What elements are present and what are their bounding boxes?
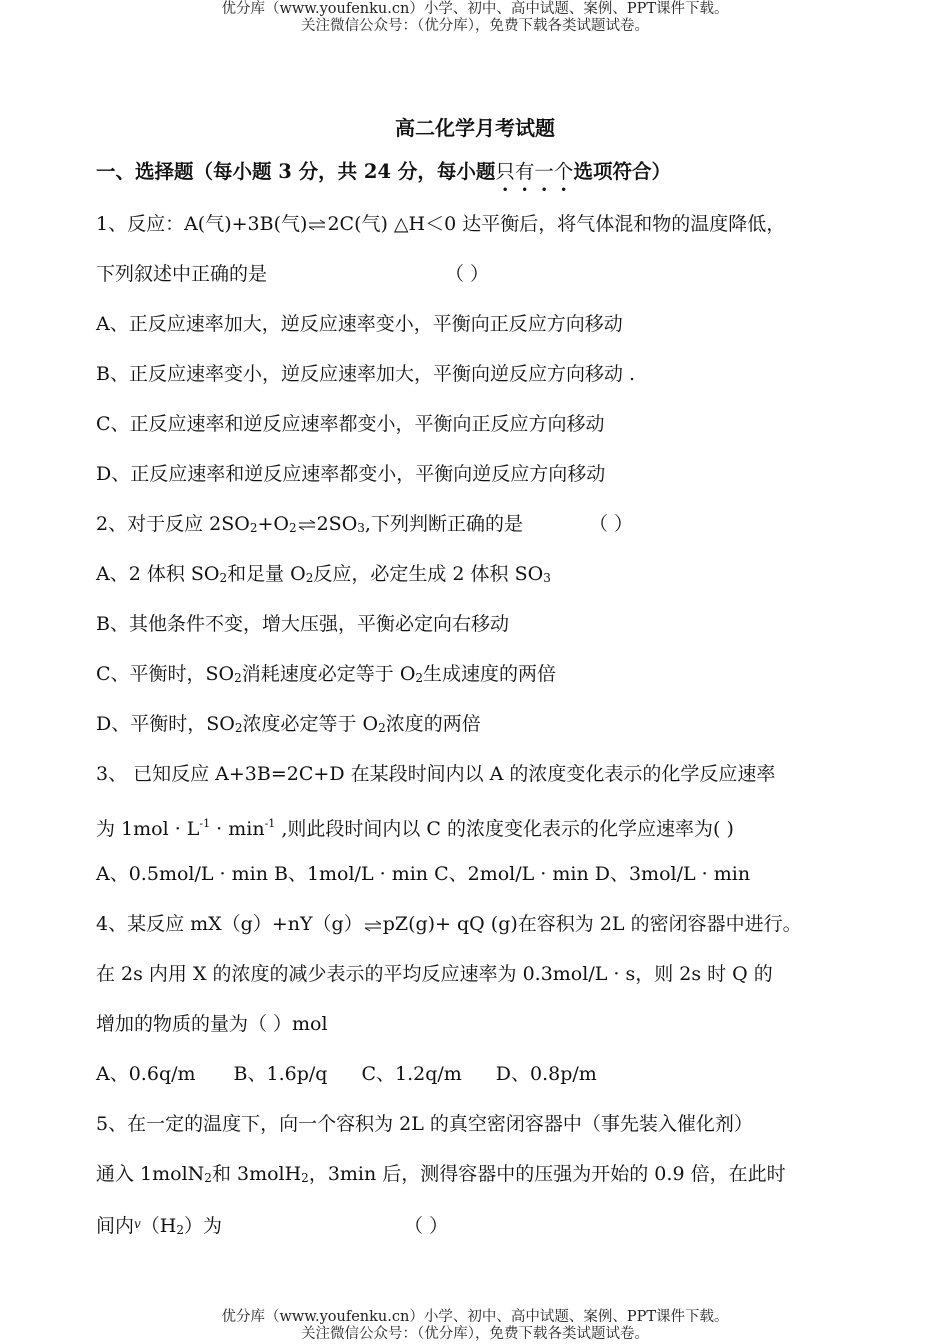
subscript: 2 — [301, 1171, 309, 1185]
q5-stem-part: ）为 — [184, 1215, 223, 1237]
q1-stem-part: 下列叙述中正确的是 — [96, 263, 268, 285]
section-heading — [96, 160, 866, 184]
q2-option-text: 和足量 O — [227, 563, 306, 585]
subscript: 2 — [204, 1171, 212, 1185]
q3-stem-cont — [96, 812, 866, 841]
subscript: 2 — [219, 571, 228, 585]
q4-stem-cont: 在 2s 内用 X 的浓度的减少表示的平均反应速率为 0.3mol/L · s，则 2s 时 Q 的 — [96, 963, 773, 985]
page-title: 高二化学月考试题 — [395, 116, 555, 140]
equilibrium-arrow-icon — [308, 218, 326, 232]
q4-stem-part: 4、某反应 mX（g）+nY（g） — [96, 913, 363, 935]
q4-option: D、0.8p/m — [495, 1063, 597, 1085]
q5-stem-part: 通入 1molN — [96, 1163, 205, 1185]
subscript: 2 — [305, 571, 314, 585]
emphasis-char: 只 — [495, 160, 515, 183]
subscript: 2 — [288, 521, 297, 535]
q2-option-text: 浓度的两倍 — [385, 713, 481, 735]
q4-option: A、0.6q/m — [96, 1063, 196, 1085]
section-heading-suffix: 选项符合） — [573, 160, 671, 183]
q1-stem-cont — [96, 262, 866, 286]
q2-option-text: D、平衡时，SO — [96, 713, 235, 735]
q1-option-a: A、正反应速率加大，逆反应速率变小，平衡向正反应方向移动 — [96, 313, 623, 335]
equilibrium-arrow-icon — [298, 518, 316, 532]
page-footer — [0, 1309, 950, 1343]
q2-stem-part: ,下列判断正确的是 — [364, 513, 523, 535]
q4-stem-cont: 增加的物质的量为（ ）mol — [96, 1013, 328, 1035]
q2-stem-part: 2SO — [316, 513, 358, 535]
q2-stem-part: 2、对于反应 2SO — [96, 513, 250, 535]
emphasis-char: 一 — [534, 160, 554, 183]
q5-stem-cont — [96, 1162, 866, 1190]
subscript: 3 — [357, 521, 365, 535]
header-line-1: 优分库（www.youfenku.cn）小学、初中、高中试题、案例、PPT课件下载。 — [221, 1, 729, 17]
subscript: 2 — [234, 721, 243, 735]
q3-options: A、0.5mol/L · min B、1mol/L · min C、2mol/L · min D、3mol/L · min — [96, 863, 751, 885]
q2-option-text: 消耗速度必定等于 O — [241, 663, 416, 685]
page-header — [0, 1, 950, 35]
q4-options — [96, 1062, 866, 1086]
emphasis-char: 个 — [553, 160, 574, 183]
subscript: 2 — [249, 521, 258, 535]
q2-option-text: C、平衡时，SO — [96, 663, 235, 685]
subscript: 2 — [378, 721, 386, 735]
q1-option-b: B、正反应速率变小，逆反应速率加大，平衡向逆反应方向移动 . — [96, 363, 636, 385]
subscript: 2 — [234, 671, 242, 685]
superscript: -1 — [199, 817, 211, 830]
q3-stem: 3、 已知反应 A+3B=2C+D 在某段时间内以 A 的浓度变化表示的化学反应速率 — [96, 763, 776, 785]
answer-blank: （ ） — [588, 513, 634, 535]
answer-blank: （ ） — [404, 1215, 449, 1237]
q5-stem: 5、在一定的温度下，向一个容积为 2L 的真空密闭容器中（事先装入催化剂） — [96, 1113, 753, 1135]
q2-stem-part: +O — [257, 513, 289, 535]
q4-option: B、1.6p/q — [233, 1063, 328, 1085]
q3-stem-part: 为 1mol · L — [96, 818, 200, 840]
q2-option-text: 浓度必定等于 O — [242, 713, 379, 735]
q3-stem-part: · min — [210, 818, 265, 840]
subscript: 3 — [543, 571, 551, 585]
q1-stem-part: 2C(气) △H＜0 达平衡后，将气体混和物的温度降低， — [327, 213, 786, 235]
q5-stem-part: 间内 — [96, 1215, 135, 1237]
q1-option-d: D、正反应速率和逆反应速率都变小，平衡向逆反应方向移动 — [96, 463, 606, 485]
q1-option-c: C、正反应速率和逆反应速率都变小，平衡向正反应方向移动 — [96, 413, 605, 435]
q1-stem — [96, 212, 866, 236]
q3-stem-part: ,则此段时间内以 C 的浓度变化表示的化学应速率为( ) — [275, 818, 734, 840]
q4-option: C、1.2q/m — [361, 1063, 462, 1085]
section-heading-prefix: 一、选择题（每小题 3 分，共 24 分，每小题 — [96, 160, 496, 183]
q5-stem-part: （H — [140, 1215, 177, 1237]
q5-stem-part: ，3min 后，测得容器中的压强为开始的 0.9 倍，在此时 — [308, 1163, 786, 1185]
q1-stem-part: 1、反应：A(气)+3B(气) — [96, 213, 308, 235]
subscript: 2 — [176, 1223, 185, 1237]
footer-line-1: 优分库（www.youfenku.cn）小学、初中、高中试题、案例、PPT课件下载。 — [221, 1309, 729, 1325]
q4-stem — [96, 912, 866, 936]
equilibrium-arrow-icon — [364, 918, 382, 932]
q5-stem-part: 和 3molH — [211, 1163, 302, 1185]
q2-option-a — [96, 562, 866, 590]
q5-stem-cont — [96, 1212, 866, 1242]
q2-option-text: A、2 体积 SO — [96, 563, 220, 585]
footer-line-2: 关注微信公众号：（优分库），免费下载各类试题试卷。 — [301, 1326, 649, 1342]
q2-option-d — [96, 712, 866, 740]
q2-option-b: B、其他条件不变，增大压强，平衡必定向右移动 — [96, 613, 509, 635]
q2-option-text: 反应，必定生成 2 体积 SO — [313, 563, 544, 585]
superscript: -1 — [264, 817, 276, 830]
answer-blank: （ ） — [445, 263, 490, 285]
subscript: 2 — [415, 671, 424, 685]
q4-stem-part: pZ(g)+ qQ (g)在容积为 2L 的密闭容器中进行。 — [382, 913, 802, 935]
emphasis-char: 有 — [514, 160, 535, 183]
velocity-symbol: v — [134, 1217, 141, 1231]
q2-option-c — [96, 662, 866, 690]
header-line-2: 关注微信公众号：（优分库），免费下载各类试题试卷。 — [301, 18, 649, 34]
q2-stem — [96, 512, 866, 540]
q2-option-text: 生成速度的两倍 — [423, 663, 557, 685]
